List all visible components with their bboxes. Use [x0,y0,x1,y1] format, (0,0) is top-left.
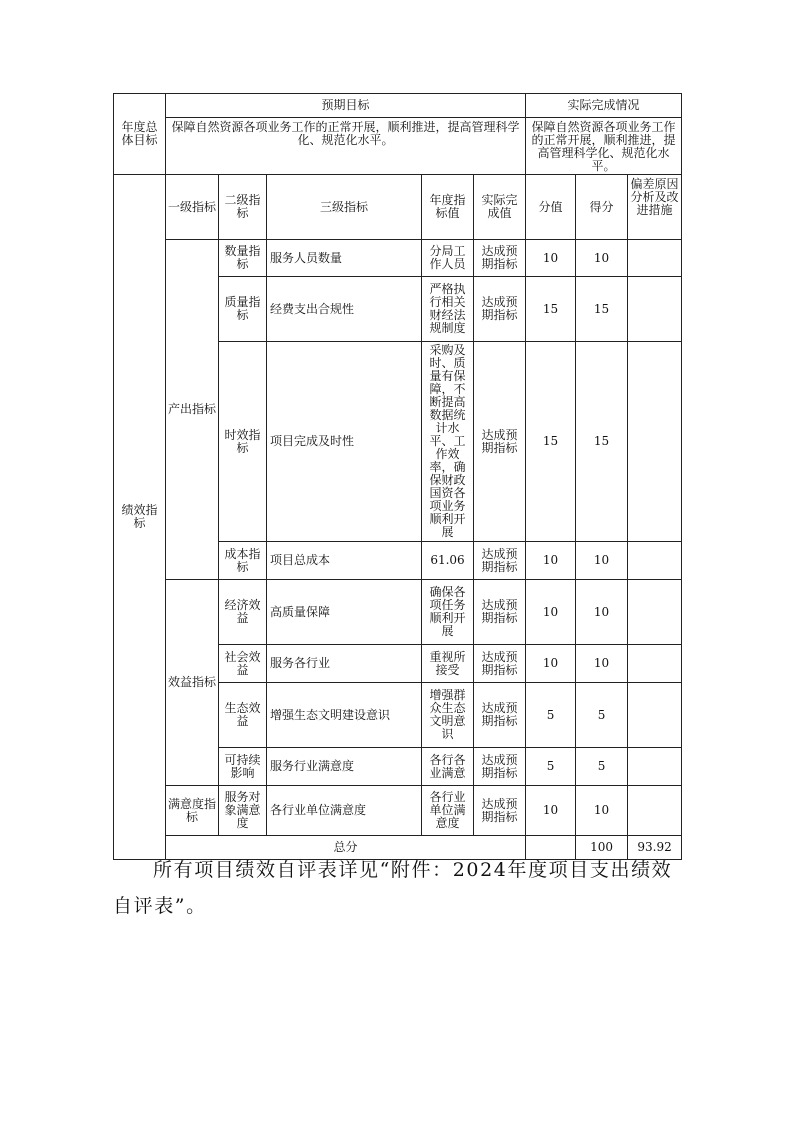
header-level2: 二级指标 [219,175,267,240]
annual-value-cell: 增强群众生态文明意识 [422,683,474,748]
score-value-cell: 10 [526,240,576,277]
performance-table [113,93,682,860]
header-level1: 一级指标 [166,175,219,240]
score-cell: 15 [576,342,628,542]
actual-value-cell: 达成预期指标 [474,542,526,580]
score-cell: 5 [576,748,628,786]
actual-value-cell: 达成预期指标 [474,277,526,342]
deviation-cell [628,748,682,786]
table-row [114,580,682,645]
level2-cell: 成本指标 [219,542,267,580]
header-score: 得分 [576,175,628,240]
actual-status-text: 保障自然资源各项业务工作的正常开展，顺利推进，提高管理科学化、规范化水平。 [526,118,682,175]
annual-goal-label: 年度总体目标 [114,94,166,175]
level3-cell: 增强生态文明建设意识 [267,683,422,748]
level3-cell: 服务各行业 [267,645,422,683]
deviation-cell [628,240,682,277]
expected-goal-header: 预期目标 [166,94,526,118]
level3-cell: 各行业单位满意度 [267,786,422,836]
level2-cell: 经济效益 [219,580,267,645]
level3-cell: 服务人员数量 [267,240,422,277]
score-cell: 15 [576,277,628,342]
table-row [114,786,682,836]
score-value-cell: 5 [526,683,576,748]
actual-status-header: 实际完成情况 [526,94,682,118]
level2-cell: 质量指标 [219,277,267,342]
score-value-cell: 15 [526,277,576,342]
level2-cell: 生态效益 [219,683,267,748]
deviation-cell [628,786,682,836]
total-score-cell: 93.92 [628,836,682,860]
actual-value-cell: 达成预期指标 [474,683,526,748]
score-value-cell: 10 [526,645,576,683]
score-value-cell: 5 [526,748,576,786]
score-value-cell: 15 [526,342,576,542]
score-cell: 10 [576,580,628,645]
annual-value-cell: 各行各业满意 [422,748,474,786]
actual-value-cell: 达成预期指标 [474,786,526,836]
table-row [114,240,682,277]
actual-value-cell: 达成预期指标 [474,342,526,542]
header-row [114,175,682,240]
deviation-cell [628,683,682,748]
attachment-note: 所有项目绩效自评表详见“附件：2024年度项目支出绩效自评表”。 [113,859,673,917]
header-actual-value: 实际完成值 [474,175,526,240]
score-cell: 10 [576,645,628,683]
level3-cell: 服务行业满意度 [267,748,422,786]
deviation-cell [628,645,682,683]
total-label: 总分 [166,836,526,860]
annual-value-cell: 分局工作人员 [422,240,474,277]
deviation-cell [628,277,682,342]
total-value-cell: 100 [576,836,628,860]
annual-value-cell: 采购及时、质量有保障，不断提高数据统计水平、工作效率，确保财政国资各项业务顺利开展 [422,342,474,542]
group-benefit: 效益指标 [166,580,219,786]
score-value-cell: 10 [526,542,576,580]
actual-value-cell: 达成预期指标 [474,645,526,683]
level2-cell: 社会效益 [219,645,267,683]
actual-value-cell: 达成预期指标 [474,748,526,786]
score-cell: 10 [576,786,628,836]
annual-value-cell: 61.06 [422,542,474,580]
score-value-cell: 10 [526,786,576,836]
level3-cell: 高质量保障 [267,580,422,645]
score-value-cell: 10 [526,580,576,645]
deviation-cell [628,542,682,580]
score-cell: 10 [576,240,628,277]
level2-cell: 可持续影响 [219,748,267,786]
annual-value-cell: 各行业单位满意度 [422,786,474,836]
level2-cell: 时效指标 [219,342,267,542]
level3-cell: 项目完成及时性 [267,342,422,542]
actual-value-cell: 达成预期指标 [474,580,526,645]
header-annual-value: 年度指标值 [422,175,474,240]
header-level3: 三级指标 [267,175,422,240]
score-cell: 5 [576,683,628,748]
annual-value-cell: 重视所接受 [422,645,474,683]
actual-value-cell: 达成预期指标 [474,240,526,277]
expected-goal-text: 保障自然资源各项业务工作的正常开展，顺利推进，提高管理科学化、规范化水平。 [166,118,526,175]
deviation-cell [628,342,682,542]
annual-value-cell: 严格执行相关财经法规制度 [422,277,474,342]
group-satisfaction: 满意度指标 [166,786,219,836]
level3-cell: 项目总成本 [267,542,422,580]
header-deviation: 偏差原因分析及改进措施 [628,175,682,240]
deviation-cell [628,580,682,645]
group-output: 产出指标 [166,240,219,580]
level3-cell: 经费支出合规性 [267,277,422,342]
score-cell: 10 [576,542,628,580]
level2-cell: 服务对象满意度 [219,786,267,836]
level2-cell: 数量指标 [219,240,267,277]
annual-value-cell: 确保各项任务顺利开展 [422,580,474,645]
header-score-value: 分值 [526,175,576,240]
perf-indicator-label: 绩效指标 [114,175,166,860]
